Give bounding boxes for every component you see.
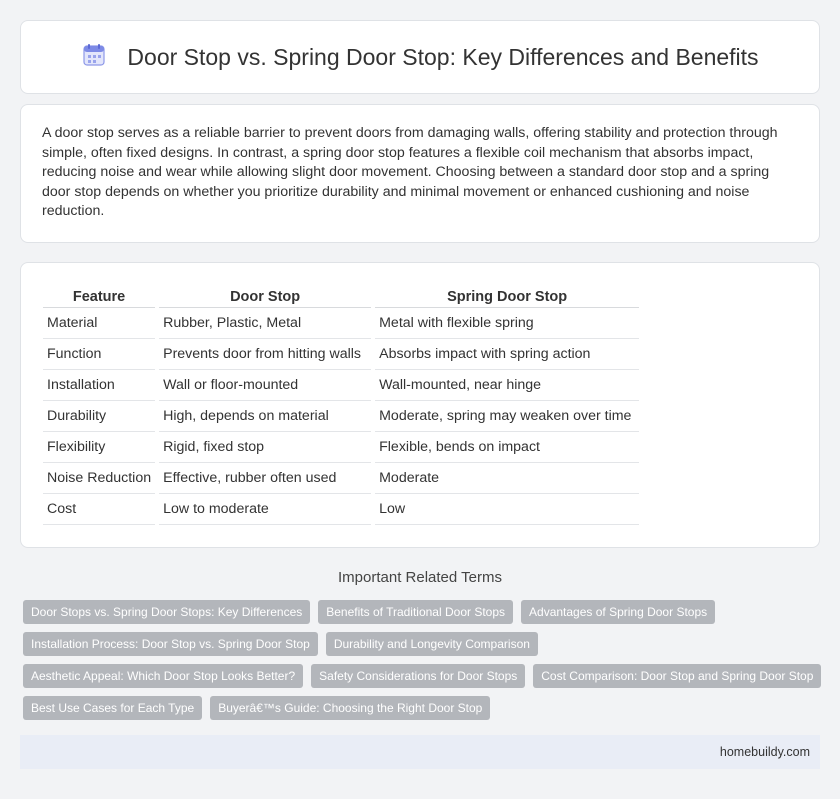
calendar-icon (81, 42, 107, 73)
title-wrap (81, 42, 758, 73)
table-cell: Durability (43, 401, 155, 432)
related-term-tag[interactable]: Best Use Cases for Each Type (23, 696, 202, 720)
table-cell: Moderate, spring may weaken over time (375, 401, 639, 432)
table-cell: Prevents door from hitting walls (159, 339, 371, 370)
table-cell: Wall or floor-mounted (159, 370, 371, 401)
table-row (43, 339, 639, 370)
table-row (43, 370, 639, 401)
table-header-row (43, 285, 639, 308)
table-cell: Flexible, bends on impact (375, 432, 639, 463)
table-cell: Material (43, 308, 155, 339)
table-cell: Flexibility (43, 432, 155, 463)
table-row (43, 494, 639, 525)
related-term-tag[interactable]: Durability and Longevity Comparison (326, 632, 538, 656)
table-cell: Function (43, 339, 155, 370)
table-cell: Wall-mounted, near hinge (375, 370, 639, 401)
intro-paragraph: A door stop serves as a reliable barrier to prevent doors from damaging walls, offering stability and protection through simple, often fixed designs. In contrast, a spring door stop features a flexible coil mechanism that absorbs impact, reducing noise and wear while allowing slight door movement. Choosing between a standard door stop and a spring door stop depends on whether you prioritize durability and minimal movement or enhanced cushioning and noise reduction. (42, 125, 778, 220)
table-cell: Cost (43, 494, 155, 525)
table-row (43, 463, 639, 494)
footer-site-name: homebuildy.com (719, 745, 810, 759)
related-term-tag[interactable]: Advantages of Spring Door Stops (521, 600, 715, 624)
header-door-stop: Door Stop (159, 285, 371, 308)
table-cell: Effective, rubber often used (159, 463, 371, 494)
related-term-tag[interactable]: Aesthetic Appeal: Which Door Stop Looks Better? (23, 664, 303, 688)
related-term-tag[interactable]: Cost Comparison: Door Stop and Spring Door Stop (533, 664, 821, 688)
comparison-table-card (20, 262, 820, 548)
table-row (43, 308, 639, 339)
footer (20, 735, 820, 769)
related-term-tag[interactable]: Buyerâ€™s Guide: Choosing the Right Door Stop (210, 696, 490, 720)
table-cell: Rubber, Plastic, Metal (159, 308, 371, 339)
table-row (43, 432, 639, 463)
intro-card (20, 104, 820, 243)
related-term-tag[interactable]: Safety Considerations for Door Stops (311, 664, 525, 688)
header-card (20, 20, 820, 94)
table-cell: Rigid, fixed stop (159, 432, 371, 463)
table-cell: Metal with flexible spring (375, 308, 639, 339)
related-term-tag[interactable]: Door Stops vs. Spring Door Stops: Key Differences (23, 600, 310, 624)
related-terms-list (23, 600, 823, 720)
comparison-table (39, 285, 643, 525)
table-cell: Absorbs impact with spring action (375, 339, 639, 370)
table-cell: Installation (43, 370, 155, 401)
table-cell: Low to moderate (159, 494, 371, 525)
header-spring-door-stop: Spring Door Stop (375, 285, 639, 308)
table-cell: High, depends on material (159, 401, 371, 432)
related-term-tag[interactable]: Benefits of Traditional Door Stops (318, 600, 513, 624)
page-title: Door Stop vs. Spring Door Stop: Key Differences and Benefits (127, 43, 759, 70)
related-terms-title: Important Related Terms (338, 569, 502, 586)
table-row (43, 401, 639, 432)
related-term-tag[interactable]: Installation Process: Door Stop vs. Spring Door Stop (23, 632, 318, 656)
table-cell: Low (375, 494, 639, 525)
table-cell: Noise Reduction (43, 463, 155, 494)
header-feature: Feature (43, 285, 155, 308)
table-cell: Moderate (375, 463, 639, 494)
